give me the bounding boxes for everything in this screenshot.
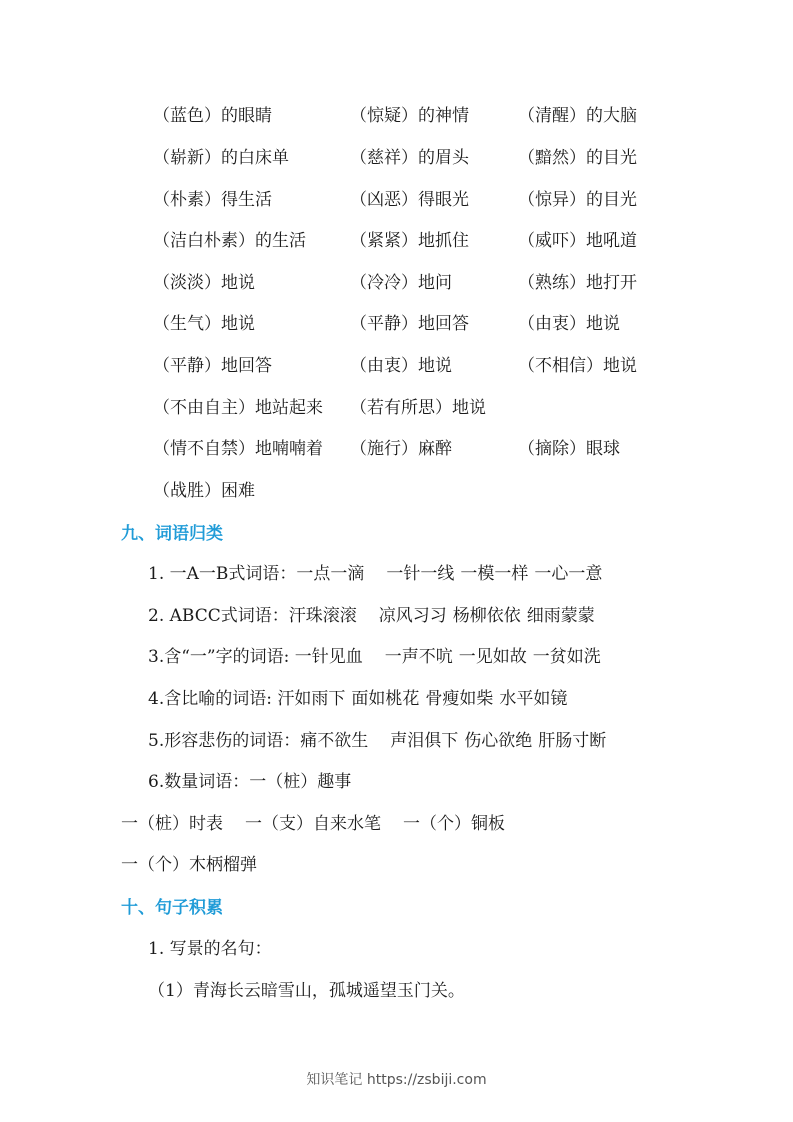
category-label: 4.含比喻的词语: (148, 689, 278, 709)
word-pair: （威吓）地吼道 (518, 231, 637, 251)
word-row (0, 269, 793, 297)
word-pair: （崭新）的白床单 (153, 148, 289, 168)
word: 一针见血 (294, 647, 363, 667)
word-row (0, 102, 793, 130)
word: 水平如镜 (499, 689, 568, 709)
word-pair: （惊疑）的神情 (350, 106, 469, 126)
word: 肝肠寸断 (538, 731, 607, 751)
word: 一（桩）时表 (121, 814, 223, 834)
category-label: 6.数量词语： (148, 772, 250, 792)
word-row (0, 435, 793, 463)
word: 面如桃花 (351, 689, 420, 709)
measure-word-line (121, 810, 505, 838)
measure-word-line (121, 851, 257, 879)
word-pair: （淡淡）地说 (153, 273, 255, 293)
word: 骨瘦如柴 (425, 689, 494, 709)
word-pair: （若有所思）地说 (350, 398, 486, 418)
category-label: 1. 一A一B式词语： (148, 564, 297, 584)
word: 汗珠滚滚 (288, 606, 357, 626)
word-row (0, 227, 793, 255)
word: 一（支）自来水笔 (245, 814, 381, 834)
word-pair: （由衷）地说 (518, 314, 620, 334)
word: 伤心欲绝 (464, 731, 533, 751)
category-line (148, 602, 595, 630)
word: 一见如故 (458, 647, 527, 667)
word-row (0, 477, 793, 505)
word: 一贫如洗 (532, 647, 601, 667)
word-pair: （不相信）地说 (518, 356, 637, 376)
word-pair: （冷冷）地问 (350, 273, 452, 293)
word: 凉风习习 (378, 606, 447, 626)
footer-watermark: 知识笔记 https://zsbiji.com (306, 1072, 487, 1088)
subheading: 1. 写景的名句： (148, 939, 272, 959)
word-pair: （惊异）的目光 (518, 190, 637, 210)
category-label: 3.含“一”字的词语: (148, 647, 295, 667)
category-label: 2. ABCC式词语： (148, 606, 289, 626)
word-row (0, 352, 793, 380)
word-pair: （慈祥）的眉头 (350, 148, 469, 168)
section-heading: 九、词语归类 (121, 524, 223, 544)
word: 声泪俱下 (390, 731, 459, 751)
word-pair: （凶恶）得眼光 (350, 190, 469, 210)
word: 一声不吭 (384, 647, 453, 667)
word: 细雨蒙蒙 (526, 606, 595, 626)
word-pair: （平静）地回答 (153, 356, 272, 376)
word: 一心一意 (534, 564, 603, 584)
word: 一针一线 (386, 564, 455, 584)
category-line (148, 685, 567, 713)
word-row (0, 186, 793, 214)
category-line (148, 643, 601, 671)
word: 一（个）木柄榴弹 (121, 855, 257, 875)
word-pair: （平静）地回答 (350, 314, 469, 334)
word-pair: （洁白朴素）的生活 (153, 231, 306, 251)
category-label: 5.形容悲伤的词语： (148, 731, 301, 751)
category-line (148, 560, 602, 588)
word-row (0, 144, 793, 172)
word: 一模一样 (460, 564, 529, 584)
word: 一点一滴 (296, 564, 365, 584)
word-pair: （战胜）困难 (153, 481, 255, 501)
word-pair: （摘除）眼球 (518, 439, 620, 459)
word: 杨柳依依 (452, 606, 521, 626)
word-pair: （蓝色）的眼睛 (153, 106, 272, 126)
word-pair: （不由自主）地站起来 (153, 398, 323, 418)
category-line (148, 768, 351, 796)
sentence: （1）青海长云暗雪山，孤城遥望玉门关。 (148, 981, 465, 1001)
section-heading: 十、句子积累 (121, 898, 223, 918)
word: 汗如雨下 (277, 689, 346, 709)
word-pair: （熟练）地打开 (518, 273, 637, 293)
word: 痛不欲生 (300, 731, 369, 751)
word: 一（桩）趣事 (249, 772, 352, 792)
word-pair: （生气）地说 (153, 314, 255, 334)
word-pair: （紧紧）地抓住 (350, 231, 469, 251)
word-pair: （情不自禁）地喃喃着 (153, 439, 323, 459)
word-pair: （黯然）的目光 (518, 148, 637, 168)
word: 一（个）铜板 (403, 814, 505, 834)
word-pair: （由衷）地说 (350, 356, 452, 376)
word-pair: （施行）麻醉 (350, 439, 452, 459)
word-pair: （朴素）得生活 (153, 190, 272, 210)
word-row (0, 394, 793, 422)
category-line (148, 727, 606, 755)
word-row (0, 310, 793, 338)
word-pair: （清醒）的大脑 (518, 106, 637, 126)
